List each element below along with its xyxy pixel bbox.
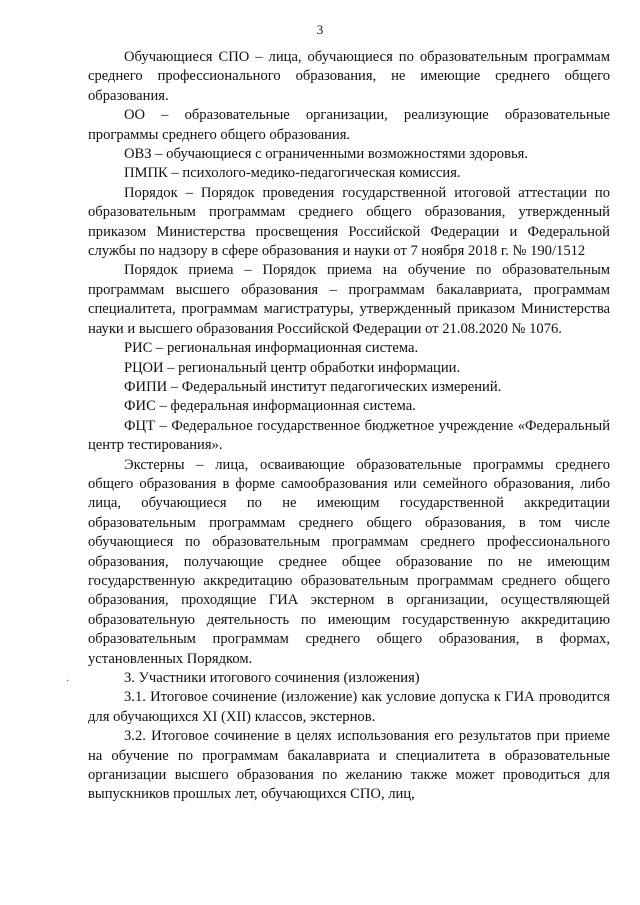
definition-eksterny: Экстерны – лица, осваивающие образовательные программы среднего общего образования в форме самообразования или семейного образования, либо лица, обучающиеся по не имеющим государственной аккредитации образовательным программам среднего общего образования, в том числе обучающиеся по образовательным программам среднего профессионального образования, получающие среднее общее образование по не имеющим государственную аккредитацию образовательным программам среднего общего образования, проходящие ГИА экстерном в организации, осуществляющей образовательную деятельность по имеющим государственную аккредитацию образовательным программам среднего общего образования, в формах, установленных Порядком. bbox=[88, 456, 610, 667]
definition-fct: ФЦТ – Федеральное государственное бюджетное учреждение «Федеральный центр тестирования». bbox=[88, 417, 610, 454]
margin-mark: · bbox=[66, 676, 70, 687]
section-heading-participants: 3. Участники итогового сочинения (изложения) bbox=[124, 670, 420, 686]
definition-ovz: ОВЗ – обучающиеся с ограниченными возможностями здоровья. bbox=[124, 146, 528, 163]
definition-pmpk: ПМПК – психолого-медико-педагогическая комиссия. bbox=[124, 165, 461, 182]
definition-rcoi: РЦОИ – региональный центр обработки информации. bbox=[124, 359, 461, 376]
page-number: 3 bbox=[316, 22, 324, 37]
clause-3-1: 3.1. Итоговое сочинение (изложение) как условие допуска к ГИА проводится для обучающихся XI (XII) классов, экстернов. bbox=[88, 689, 610, 725]
definition-ris: РИС – региональная информационная система. bbox=[124, 340, 419, 357]
definition-poryadok: Порядок – Порядок проведения государственной итоговой аттестации по образовательным программам среднего общего образования, утвержденный приказом Министерства просвещения Российской Федерации и Федеральной службы по надзору в сфере образования и науки от 7 ноября 2018 г. № 190/1512 bbox=[88, 184, 610, 260]
document-body bbox=[88, 48, 610, 805]
clause-3-2: 3.2. Итоговое сочинение в целях использования его результатов при приеме на обучение по программам бакалавриата и специалитета в образовательные организации высшего образования по желанию также может проводиться для выпускников прошлых лет, обучающихся СПО, лиц, bbox=[88, 728, 610, 803]
definition-fipi: ФИПИ – Федеральный институт педагогических измерений. bbox=[124, 378, 502, 395]
definition-poryadok-priema: Порядок приема – Порядок приема на обучение по образовательным программам высшего образования – программам бакалавриата, программам специалитета, программам магистратуры, утвержденный приказом Министерства науки и высшего образования Российской Федерации от 21.08.2020 № 1076. bbox=[88, 262, 610, 337]
definition-fis: ФИС – федеральная информационная система. bbox=[124, 398, 416, 415]
definition-spo-students: Обучающиеся СПО – лица, обучающиеся по образовательным программам среднего профессионального образования, не имеющие среднего общего образования. bbox=[88, 49, 610, 104]
definition-oo: ОО – образовательные организации, реализующие образовательные программы среднего общего образования. bbox=[88, 107, 610, 143]
